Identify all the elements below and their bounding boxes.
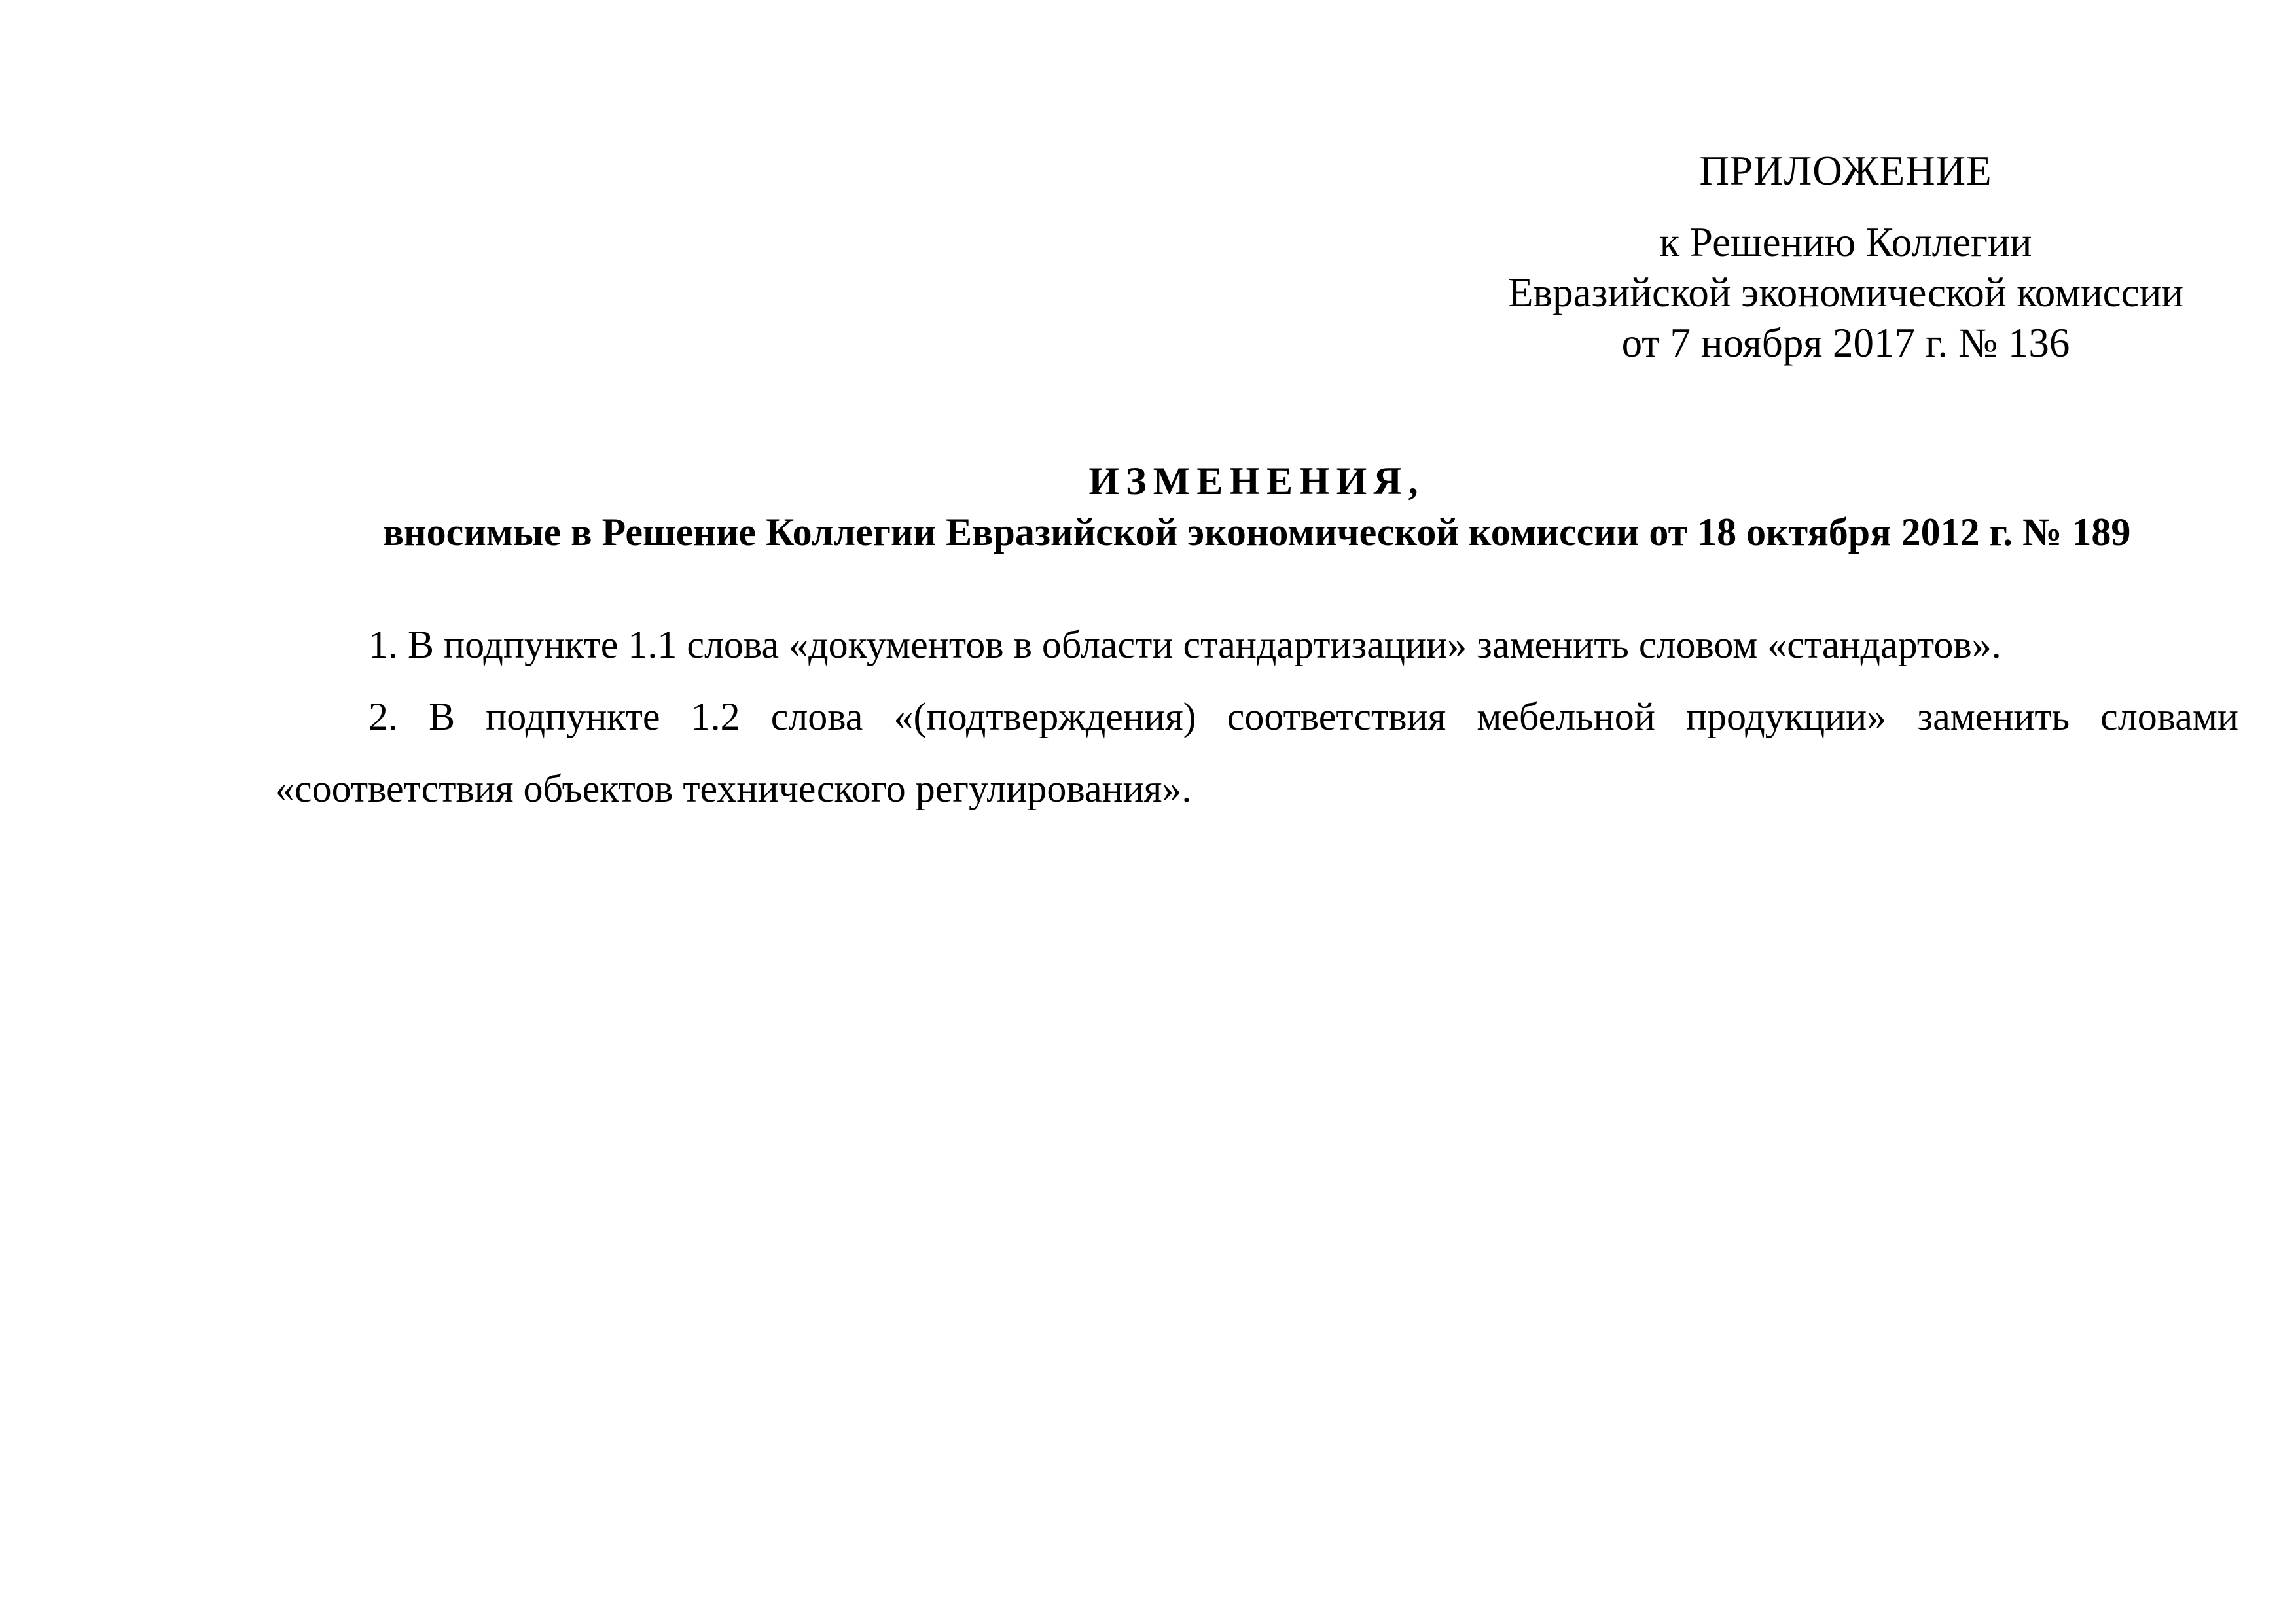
appendix-title: ПРИЛОЖЕНИЕ xyxy=(1699,148,1992,194)
appendix-block xyxy=(1440,148,2251,373)
paragraph-1: 1. В подпункте 1.1 слова «документов в области стандартизации» заменить словом «стандартов». xyxy=(368,623,2001,666)
paragraph-2: 2. В подпункте 1.2 слова «(подтверждения) соответствия мебельной продукции» заменить словами «соответствия объектов технического регулирования». xyxy=(275,695,2238,810)
document-heading xyxy=(275,461,2238,552)
appendix-line-decision: к Решению Коллегии xyxy=(1659,219,2032,265)
appendix-line-commission: Евразийской экономической комиссии xyxy=(1507,270,2184,315)
document-body xyxy=(275,609,2238,825)
heading-title: ИЗМЕНЕНИЯ, xyxy=(1088,459,1425,503)
heading-subtitle: вносимые в Решение Коллегии Евразийской экономической комиссии от 18 октября 2012 г. № 189 xyxy=(382,510,2131,554)
appendix-line-date: от 7 ноября 2017 г. № 136 xyxy=(1621,320,2070,366)
